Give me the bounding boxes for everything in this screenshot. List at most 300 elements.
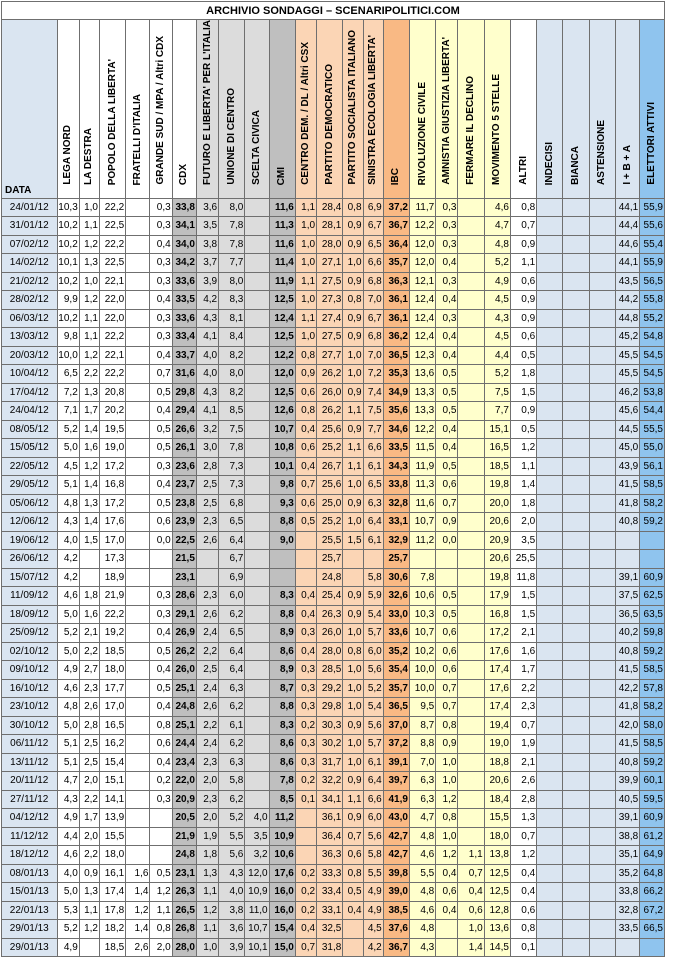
cell-agl: 0,5 <box>436 383 458 402</box>
column-header-alt <box>510 20 536 199</box>
cell-sc <box>245 402 269 421</box>
poll-archive-sheet <box>1 1 665 957</box>
column-header-label: BIANCA <box>570 146 582 185</box>
cell-alt: 1,9 <box>510 735 536 754</box>
cell-agl: 0,3 <box>436 235 458 254</box>
cell-fdi <box>126 365 150 384</box>
cell-ibc: 39,1 <box>383 753 409 772</box>
cell-cdx: 34,2 <box>172 254 196 273</box>
cell-sel: 6,5 <box>363 476 383 495</box>
cell-ind <box>537 735 563 754</box>
cell-fli: 4,1 <box>196 328 218 347</box>
cell-ibc: 42,7 <box>383 827 409 846</box>
cell-fli: 2,5 <box>196 661 218 680</box>
cell-gs: 0,3 <box>150 254 172 273</box>
cell-rc: 12,4 <box>409 309 435 328</box>
cell-m5s: 13,6 <box>484 920 510 939</box>
cell-iba: 41,8 <box>615 494 639 513</box>
cell-ea: 58,2 <box>640 494 665 513</box>
cell-agl: 0,4 <box>436 291 458 310</box>
date-column-header: DATA <box>2 20 58 199</box>
cell-pd: 25,6 <box>317 476 343 495</box>
column-header-ind <box>537 20 563 199</box>
cell-bia <box>563 235 589 254</box>
cell-fd <box>458 198 484 217</box>
cell-pd: 25,4 <box>317 587 343 606</box>
cell-cmi: 8,6 <box>269 735 295 754</box>
cell-ea: 60,9 <box>640 568 665 587</box>
cell-pd: 26,0 <box>317 383 343 402</box>
cell-ast <box>589 402 615 421</box>
cell-gs <box>150 550 172 569</box>
cell-gs <box>150 568 172 587</box>
cell-bia <box>563 402 589 421</box>
cell-fdi <box>126 198 150 217</box>
cell-sel: 6,4 <box>363 772 383 791</box>
cell-gs: 0,8 <box>150 920 172 939</box>
cell-bia <box>563 531 589 550</box>
poll-table <box>1 1 665 957</box>
cell-cd: 0,1 <box>295 790 316 809</box>
cell-pdl: 18,5 <box>99 642 125 661</box>
column-header-label: UNIONE DI CENTRO <box>225 88 237 185</box>
cell-ast <box>589 716 615 735</box>
date-cell: 29/05/12 <box>2 476 58 495</box>
cell-sel: 6,9 <box>363 198 383 217</box>
cell-rc: 8,7 <box>409 716 435 735</box>
cell-ind <box>537 198 563 217</box>
cell-ibc: 33,8 <box>383 476 409 495</box>
cell-psi: 0,4 <box>343 901 363 920</box>
cell-iba: 35,1 <box>615 846 639 865</box>
cell-ea: 54,5 <box>640 365 665 384</box>
cell-rc: 11,2 <box>409 531 435 550</box>
cell-bia <box>563 661 589 680</box>
cell-sel: 5,6 <box>363 827 383 846</box>
cell-rc: 4,8 <box>409 920 435 939</box>
cell-fd <box>458 679 484 698</box>
cell-alt: 0,6 <box>510 901 536 920</box>
cell-fdi <box>126 217 150 236</box>
cell-ea: 54,5 <box>640 346 665 365</box>
cell-cmi: 11,6 <box>269 235 295 254</box>
cell-rc: 11,6 <box>409 494 435 513</box>
cell-pdl: 18,5 <box>99 938 125 957</box>
cell-pdl: 16,5 <box>99 716 125 735</box>
cell-gs: 0,3 <box>150 198 172 217</box>
cell-ln: 4,6 <box>57 846 79 865</box>
cell-alt: 0,6 <box>510 328 536 347</box>
cell-pdl: 17,6 <box>99 513 125 532</box>
table-row <box>2 457 665 476</box>
cell-fd <box>458 513 484 532</box>
cell-fd <box>458 439 484 458</box>
cell-alt: 2,8 <box>510 790 536 809</box>
cell-fdi <box>126 846 150 865</box>
date-cell: 17/04/12 <box>2 383 58 402</box>
cell-iba: 45,0 <box>615 439 639 458</box>
cell-iba: 42,2 <box>615 679 639 698</box>
cell-ln: 10,2 <box>57 217 79 236</box>
cell-ibc: 32,6 <box>383 587 409 606</box>
cell-cd: 0,8 <box>295 346 316 365</box>
cell-psi: 1,0 <box>343 365 363 384</box>
table-row <box>2 624 665 643</box>
column-header-label: LA DESTRA <box>83 128 95 185</box>
cell-agl: 0,6 <box>436 624 458 643</box>
cell-psi: 0,9 <box>343 309 363 328</box>
cell-gs: 0,7 <box>150 365 172 384</box>
cell-udc: 6,2 <box>219 790 245 809</box>
cell-ea <box>640 938 665 957</box>
cell-alt: 0,9 <box>510 402 536 421</box>
cell-m5s: 17,2 <box>484 624 510 643</box>
column-header-pdl <box>99 20 125 199</box>
date-cell: 23/10/12 <box>2 698 58 717</box>
date-cell: 16/10/12 <box>2 679 58 698</box>
cell-ea: 53,8 <box>640 383 665 402</box>
cell-udc: 5,5 <box>219 827 245 846</box>
cell-ld: 1,1 <box>79 309 99 328</box>
cell-cmi: 8,3 <box>269 716 295 735</box>
cell-rc: 11,3 <box>409 476 435 495</box>
cell-ln: 7,1 <box>57 402 79 421</box>
cell-fli: 3,7 <box>196 254 218 273</box>
cell-pd: 32,2 <box>317 772 343 791</box>
cell-cmi: 12,6 <box>269 402 295 421</box>
date-cell: 11/09/12 <box>2 587 58 606</box>
cell-fd <box>458 235 484 254</box>
date-cell: 06/11/12 <box>2 735 58 754</box>
cell-cmi: 9,3 <box>269 494 295 513</box>
date-cell: 21/02/12 <box>2 272 58 291</box>
cell-alt: 1,8 <box>510 494 536 513</box>
cell-ea: 66,2 <box>640 883 665 902</box>
cell-ind <box>537 328 563 347</box>
cell-ln: 5,1 <box>57 735 79 754</box>
cell-ast <box>589 291 615 310</box>
cell-pd: 26,2 <box>317 365 343 384</box>
cell-ind <box>537 494 563 513</box>
column-header-fd <box>458 20 484 199</box>
cell-rc: 10,7 <box>409 513 435 532</box>
cell-m5s: 20,0 <box>484 494 510 513</box>
cell-cd: 0,6 <box>295 494 316 513</box>
cell-sc: 11,0 <box>245 901 269 920</box>
cell-alt: 0,8 <box>510 920 536 939</box>
cell-bia <box>563 217 589 236</box>
cell-fd <box>458 716 484 735</box>
cell-ld: 2,6 <box>79 698 99 717</box>
cell-cdx: 23,7 <box>172 476 196 495</box>
cell-ibc: 42,7 <box>383 846 409 865</box>
cell-ea: 55,6 <box>640 217 665 236</box>
cell-ld: 2,7 <box>79 661 99 680</box>
cell-gs: 0,5 <box>150 383 172 402</box>
cell-cdx: 23,9 <box>172 513 196 532</box>
cell-cd: 0,4 <box>295 605 316 624</box>
cell-pd: 26,7 <box>317 457 343 476</box>
cell-alt: 2,0 <box>510 513 536 532</box>
column-header-ibc <box>383 20 409 199</box>
cell-ea: 55,2 <box>640 309 665 328</box>
cell-psi: 0,9 <box>343 494 363 513</box>
cell-rc: 4,7 <box>409 809 435 828</box>
cell-agl: 0,5 <box>436 402 458 421</box>
cell-m5s: 7,5 <box>484 383 510 402</box>
cell-agl: 0,6 <box>436 642 458 661</box>
table-row <box>2 198 665 217</box>
cell-sel: 6,7 <box>363 217 383 236</box>
cell-sel: 5,6 <box>363 716 383 735</box>
cell-fdi <box>126 772 150 791</box>
cell-ind <box>537 383 563 402</box>
cell-ind <box>537 624 563 643</box>
cell-cd: 0,4 <box>295 457 316 476</box>
cell-gs: 0,3 <box>150 217 172 236</box>
cell-ibc: 37,2 <box>383 198 409 217</box>
cell-pdl: 16,1 <box>99 864 125 883</box>
cell-sc: 3,2 <box>245 846 269 865</box>
cell-sc <box>245 494 269 513</box>
cell-pd: 28,1 <box>317 217 343 236</box>
cell-m5s: 19,8 <box>484 568 510 587</box>
cell-agl: 0,0 <box>436 531 458 550</box>
cell-ld: 1,0 <box>79 198 99 217</box>
cell-m5s: 4,3 <box>484 309 510 328</box>
cell-pdl: 18,9 <box>99 568 125 587</box>
cell-sc <box>245 420 269 439</box>
cell-iba: 40,8 <box>615 753 639 772</box>
cell-ld: 1,1 <box>79 328 99 347</box>
column-header-label: I + B + A <box>621 145 633 185</box>
cell-fd <box>458 254 484 273</box>
cell-alt: 0,6 <box>510 272 536 291</box>
cell-bia <box>563 365 589 384</box>
cell-agl: 1,2 <box>436 846 458 865</box>
column-header-label: AMNISTIA GIUSTIZIA LIBERTA' <box>440 37 452 185</box>
cell-iba: 43,9 <box>615 457 639 476</box>
cell-fd <box>458 420 484 439</box>
column-header-psi <box>343 20 363 199</box>
cell-ln: 5,3 <box>57 901 79 920</box>
cell-ln: 4,8 <box>57 494 79 513</box>
cell-fdi <box>126 587 150 606</box>
cell-cdx: 23,1 <box>172 864 196 883</box>
cell-sc <box>245 383 269 402</box>
column-header-label: FERMARE IL DECLINO <box>465 76 477 185</box>
cell-pdl: 22,2 <box>99 328 125 347</box>
column-header-label: RIVOLUZIONE CIVILE <box>416 81 428 185</box>
cell-fli: 2,6 <box>196 605 218 624</box>
cell-bia <box>563 476 589 495</box>
cell-fli: 2,5 <box>196 494 218 513</box>
cell-iba <box>615 938 639 957</box>
cell-sc <box>245 642 269 661</box>
cell-sel: 5,5 <box>363 864 383 883</box>
cell-sc <box>245 365 269 384</box>
cell-sc <box>245 513 269 532</box>
cell-ln: 4,2 <box>57 568 79 587</box>
cell-sc <box>245 531 269 550</box>
cell-ind <box>537 217 563 236</box>
cell-m5s: 4,8 <box>484 235 510 254</box>
cell-pdl: 22,2 <box>99 198 125 217</box>
cell-psi: 0,8 <box>343 642 363 661</box>
table-row <box>2 679 665 698</box>
cell-alt: 1,8 <box>510 365 536 384</box>
cell-psi: 1,0 <box>343 476 363 495</box>
cell-ld: 1,1 <box>79 217 99 236</box>
cell-cdx: 33,6 <box>172 272 196 291</box>
cell-cdx: 28,6 <box>172 587 196 606</box>
cell-fd <box>458 735 484 754</box>
cell-fd: 0,4 <box>458 883 484 902</box>
cell-psi: 1,1 <box>343 439 363 458</box>
cell-psi: 0,9 <box>343 272 363 291</box>
column-header-ea <box>640 20 665 199</box>
cell-fli: 4,3 <box>196 383 218 402</box>
cell-fd <box>458 772 484 791</box>
cell-fdi <box>126 624 150 643</box>
cell-pdl: 18,0 <box>99 661 125 680</box>
cell-sc <box>245 346 269 365</box>
cell-gs: 0,4 <box>150 346 172 365</box>
cell-udc: 6,5 <box>219 513 245 532</box>
cell-ibc: 37,0 <box>383 716 409 735</box>
cell-cdx: 33,7 <box>172 346 196 365</box>
cell-fdi <box>126 513 150 532</box>
cell-sel: 5,9 <box>363 587 383 606</box>
column-header-bia <box>563 20 589 199</box>
cell-ibc: 35,6 <box>383 402 409 421</box>
table-row <box>2 439 665 458</box>
cell-ibc: 38,5 <box>383 901 409 920</box>
cell-ea: 59,5 <box>640 790 665 809</box>
cell-pdl: 17,2 <box>99 457 125 476</box>
cell-ln: 9,9 <box>57 291 79 310</box>
cell-fli: 3,2 <box>196 420 218 439</box>
table-row <box>2 254 665 273</box>
cell-pd: 27,1 <box>317 254 343 273</box>
cell-fdi <box>126 494 150 513</box>
cell-rc: 10,2 <box>409 642 435 661</box>
cell-ln: 5,0 <box>57 605 79 624</box>
cell-cmi: 8,6 <box>269 753 295 772</box>
cell-m5s: 16,8 <box>484 605 510 624</box>
cell-fli: 4,0 <box>196 346 218 365</box>
cell-rc: 12,4 <box>409 291 435 310</box>
cell-rc: 13,3 <box>409 383 435 402</box>
cell-ast <box>589 217 615 236</box>
cell-bia <box>563 605 589 624</box>
cell-cmi: 12,2 <box>269 346 295 365</box>
cell-ld: 2,5 <box>79 753 99 772</box>
cell-pdl: 15,1 <box>99 772 125 791</box>
column-header-cd <box>295 20 316 199</box>
cell-fdi <box>126 809 150 828</box>
cell-ibc: 43,0 <box>383 809 409 828</box>
cell-pdl: 16,8 <box>99 476 125 495</box>
cell-cd: 0,2 <box>295 883 316 902</box>
cell-sel: 5,2 <box>363 679 383 698</box>
cell-fdi <box>126 476 150 495</box>
cell-gs: 0,4 <box>150 624 172 643</box>
cell-ea: 60,1 <box>640 772 665 791</box>
column-header-iba <box>615 20 639 199</box>
table-row <box>2 827 665 846</box>
cell-cd <box>295 568 316 587</box>
cell-ibc: 34,3 <box>383 457 409 476</box>
cell-fd <box>458 605 484 624</box>
column-header-sel <box>363 20 383 199</box>
cell-cmi: 8,5 <box>269 790 295 809</box>
cell-ast <box>589 494 615 513</box>
cell-sc: 10,7 <box>245 920 269 939</box>
cell-psi: 1,1 <box>343 402 363 421</box>
table-row <box>2 642 665 661</box>
cell-cdx: 26,0 <box>172 661 196 680</box>
cell-rc: 10,7 <box>409 624 435 643</box>
cell-pd: 32,5 <box>317 920 343 939</box>
cell-m5s: 17,4 <box>484 661 510 680</box>
cell-fdi <box>126 402 150 421</box>
cell-sc <box>245 605 269 624</box>
cell-ea: 59,2 <box>640 513 665 532</box>
cell-cd: 0,2 <box>295 901 316 920</box>
cell-ibc: 36,1 <box>383 291 409 310</box>
cell-fd <box>458 827 484 846</box>
cell-iba: 41,8 <box>615 698 639 717</box>
cell-alt: 0,9 <box>510 291 536 310</box>
cell-cdx: 26,3 <box>172 883 196 902</box>
cell-cdx: 25,1 <box>172 679 196 698</box>
cell-cdx: 34,0 <box>172 235 196 254</box>
cell-gs: 0,8 <box>150 716 172 735</box>
cell-iba: 43,5 <box>615 272 639 291</box>
cell-m5s: 4,9 <box>484 272 510 291</box>
cell-udc: 3,9 <box>219 938 245 957</box>
cell-bia <box>563 550 589 569</box>
cell-fd <box>458 402 484 421</box>
table-row <box>2 328 665 347</box>
cell-ld: 1,2 <box>79 457 99 476</box>
cell-cmi: 8,9 <box>269 661 295 680</box>
cell-ln: 4,0 <box>57 531 79 550</box>
cell-fdi <box>126 605 150 624</box>
cell-sel: 6,0 <box>363 642 383 661</box>
cell-iba: 40,5 <box>615 790 639 809</box>
cell-psi <box>343 568 363 587</box>
cell-fdi <box>126 716 150 735</box>
cell-ln: 7,2 <box>57 383 79 402</box>
cell-udc: 7,3 <box>219 457 245 476</box>
poll-rows <box>2 198 665 957</box>
cell-m5s: 15,5 <box>484 809 510 828</box>
cell-cmi: 10,6 <box>269 846 295 865</box>
cell-sc <box>245 217 269 236</box>
table-row <box>2 235 665 254</box>
cell-cdx: 20,9 <box>172 790 196 809</box>
cell-ind <box>537 827 563 846</box>
cell-cd: 0,3 <box>295 735 316 754</box>
cell-fdi: 1,4 <box>126 920 150 939</box>
cell-udc: 6,2 <box>219 735 245 754</box>
cell-alt: 2,3 <box>510 698 536 717</box>
cell-sel: 6,1 <box>363 531 383 550</box>
cell-fd: 1,4 <box>458 938 484 957</box>
table-row <box>2 716 665 735</box>
